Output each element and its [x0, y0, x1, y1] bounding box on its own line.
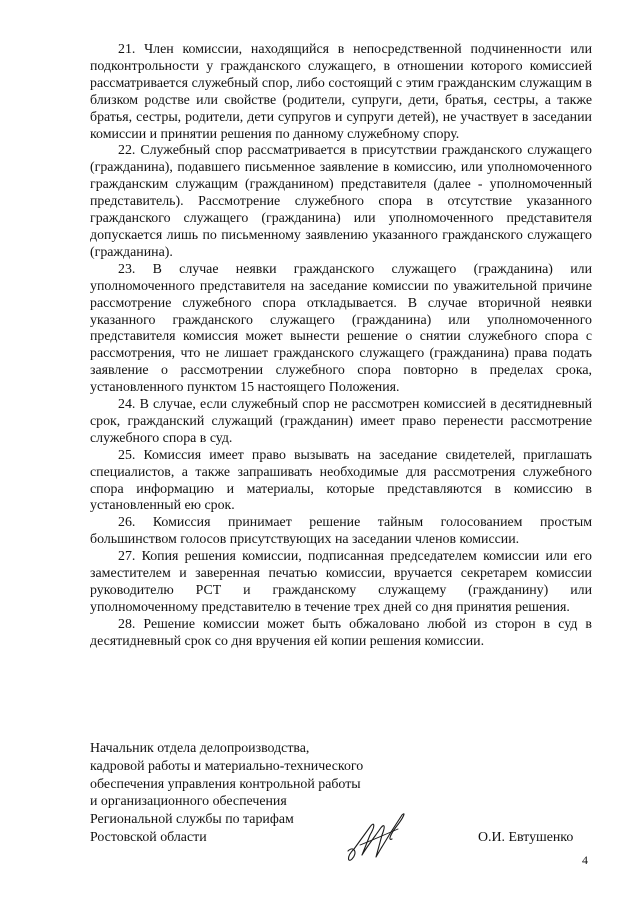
paragraph-23: 23. В случае неявки гражданского служащего (гражданина) или уполномоченного представителя на заседание комиссии по уважительной причине рассмотрение служебного спора откладывается. В случае вторичной неявки указанного гражданского служащего (гражданина) или уполномоченного представителя комиссия может вынести решение о снятии служебного спора с рассмотрения, что не лишает гражданского служащего (гражданина) права подать заявление о рассмотрении служебного спора повторно в пределах срока, установленного пунктом 15 настоящего Положения.: [90, 261, 592, 396]
paragraph-24: 24. В случае, если служебный спор не рассмотрен комиссией в десятидневный срок, гражданский служащий (гражданин) имеет право перенести рассмотрение служебного спора в суд.: [90, 397, 592, 446]
document-body: [90, 42, 592, 651]
paragraph-25: 25. Комиссия имеет право вызывать на заседание свидетелей, приглашать специалистов, а также запрашивать необходимые для рассмотрения служебного спора информацию и материалы, которые представляются в комиссию в установленный ею срок.: [90, 447, 592, 514]
paragraph-22: 22. Служебный спор рассматривается в присутствии гражданского служащего (гражданина), подавшего письменное заявление в комиссию, или уполномоченного гражданским служащим (гражданином) представителя (далее - уполномоченный представитель). Рассмотрение служебного спора в отсутствие указанного гражданского служащего (гражданина) или уполномоченного представителя допускается лишь по письменному заявлению указанного гражданского служащего (гражданина).: [90, 143, 592, 260]
paragraph-27: 27. Копия решения комиссии, подписанная председателем комиссии или его заместителем и заверенная печатью комиссии, вручается секретарем комиссии руководителю РСТ и гражданскому служащему (гражданину) или уполномоченному представителю в течение трех дней со дня принятия решения.: [90, 549, 592, 615]
handwritten-signature: [340, 805, 420, 867]
paragraph-21: 21. Член комиссии, находящийся в непосредственной подчиненности или подконтрольности у гражданского служащего, в отношении которого комиссией рассматривается служебный спор, либо состоящий с этим гражданским служащим в близком родстве или свойстве (родители, супруги, дети, братья, сестры, а также братья, сестры, родители, дети супругов и супруги детей), не участвует в заседании комиссии и принятии решения по данному служебному спору.: [90, 42, 592, 142]
signer-name: О.И. Евтушенко: [478, 830, 574, 845]
signer-position-line: Ростовской области: [90, 829, 207, 845]
paragraph-26: 26. Комиссия принимает решение тайным голосованием простым большинством голосов присутствующих на заседании членов комиссии.: [90, 515, 592, 548]
signer-position-line: кадровой работы и материально-технического: [90, 758, 364, 774]
signer-position-line: и организационного обеспечения: [90, 794, 287, 810]
signer-position-line: Региональной службы по тарифам: [90, 812, 294, 828]
signer-position-line: обеспечения управления контрольной работы: [90, 776, 361, 792]
paragraph-28: 28. Решение комиссии может быть обжаловано любой из сторон в суд в десятидневный срок со дня вручения ей копии решения комиссии.: [90, 616, 592, 649]
signer-position-line: Начальник отдела делопроизводства,: [90, 741, 310, 756]
page-number: 4: [582, 853, 588, 867]
